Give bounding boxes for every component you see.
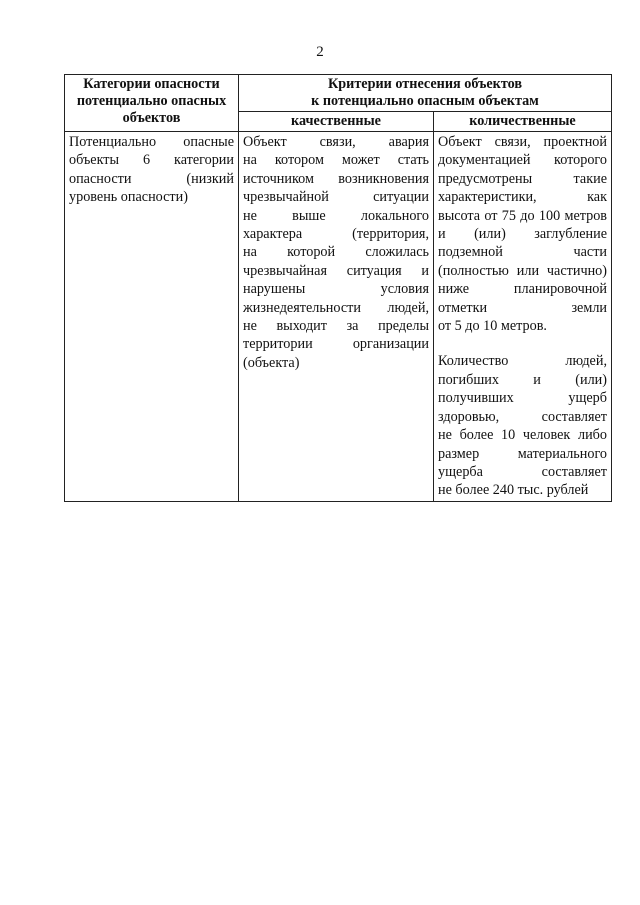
text-line: чрезвычайной ситуации xyxy=(243,189,429,206)
text-line: Объект связи, проектной xyxy=(438,134,607,150)
text-line: Количество людей, xyxy=(438,353,607,370)
header-qualitative: качественные xyxy=(239,112,434,132)
paragraph-gap xyxy=(438,335,607,352)
text-line: уровень опасности) xyxy=(69,189,188,206)
text-line: здоровью, составляет xyxy=(438,408,607,425)
qualitative-criteria-cell xyxy=(239,132,434,502)
text-line: объекты 6 категории xyxy=(69,152,234,169)
text-line: размер материального xyxy=(438,445,607,462)
text-line: характеристики, как xyxy=(438,189,607,206)
text-line: Объект связи, авария xyxy=(243,134,429,150)
text-line: на котором может стать xyxy=(243,152,429,169)
quantitative-criteria-cell xyxy=(434,132,612,502)
text-line: предусмотрены такие xyxy=(438,170,607,187)
text-line: Потенциально опасные xyxy=(69,134,234,150)
header-hazard-categories xyxy=(65,75,239,132)
header-quantitative: количественные xyxy=(434,112,612,132)
header-category-line: объектов xyxy=(122,110,181,126)
text-line: не выше локального xyxy=(243,207,429,224)
hazard-criteria-table xyxy=(64,74,612,502)
text-line: получивших ущерб xyxy=(438,390,607,407)
text-line: чрезвычайная ситуация и xyxy=(243,262,429,279)
header-category-line: Категории опасности xyxy=(83,76,220,92)
text-line: территории организации xyxy=(243,336,429,353)
text-line: от 5 до 10 метров. xyxy=(438,318,547,335)
header-criteria-line: Критерии отнесения объектов xyxy=(327,76,523,92)
table-row xyxy=(65,132,612,502)
text-line: нарушены условия xyxy=(243,281,429,298)
text-line: не более 240 тыс. рублей xyxy=(438,482,589,499)
text-line: погибших и (или) xyxy=(438,371,607,388)
text-line: на которой сложилась xyxy=(243,244,429,261)
text-line: опасности (низкий xyxy=(69,170,234,187)
text-line: высота от 75 до 100 метров xyxy=(438,207,607,224)
header-classification-criteria xyxy=(239,75,612,112)
text-line: (полностью или частично) xyxy=(438,262,607,279)
text-line: не более 10 человек либо xyxy=(438,427,607,444)
table-header-row xyxy=(65,75,612,112)
text-line: источником возникновения xyxy=(243,170,429,187)
category-cell xyxy=(65,132,239,502)
text-line: ниже планировочной xyxy=(438,281,607,298)
text-line: и (или) заглубление xyxy=(438,226,607,243)
text-line: отметки земли xyxy=(438,299,607,316)
text-line: характера (территория, xyxy=(243,226,429,243)
text-line: подземной части xyxy=(438,244,607,261)
header-category-line: потенциально опасных xyxy=(76,93,227,109)
header-criteria-line: к потенциально опасным объектам xyxy=(311,93,539,109)
text-line: документацией которого xyxy=(438,152,607,169)
text-line: не выходит за пределы xyxy=(243,318,429,335)
text-line: (объекта) xyxy=(243,354,300,371)
text-line: жизнедеятельности людей, xyxy=(243,299,429,316)
page-number: 2 xyxy=(316,44,324,60)
text-line: ущерба составляет xyxy=(438,463,607,480)
